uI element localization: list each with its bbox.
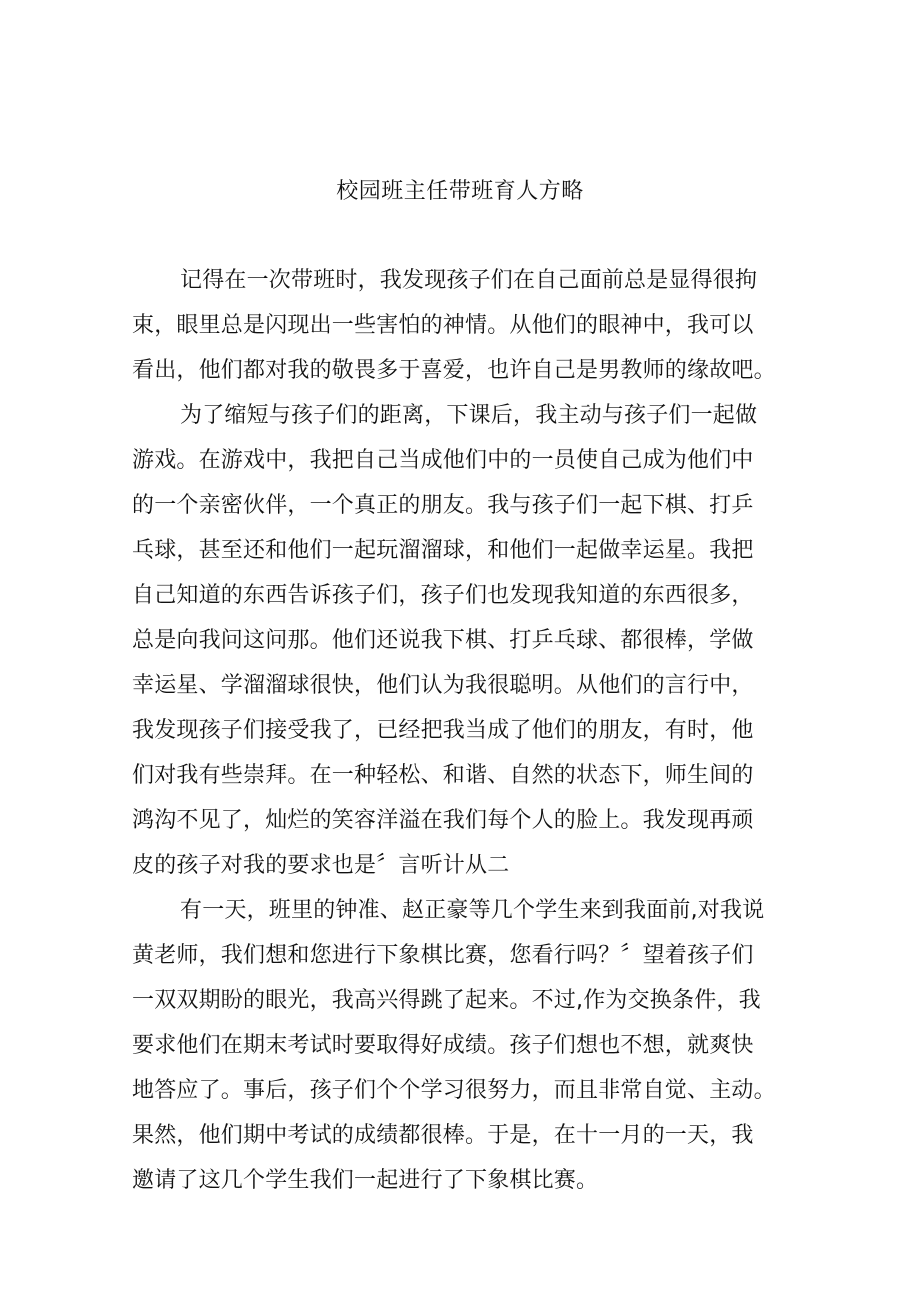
paragraph-3-line-6: 果然，他们期中考试的成绩都很棒。于是，在十一月的一天，我 — [132, 1123, 754, 1148]
paragraph-1-line-3: 看出，他们都对我的敬畏多于喜爱，也许自己是男教师的缘故吧。 — [132, 358, 776, 383]
document-title: 校园班主任带班育人方略 — [336, 179, 584, 204]
paragraph-2-line-7: 幸运星、学溜溜球很快，他们认为我很聪明。从他们的言行中， — [132, 673, 754, 698]
paragraph-3-line-5: 地答应了。事后，孩子们个个学习很努力，而且非常自觉、主动。 — [132, 1078, 776, 1103]
paragraph-2-line-11: 皮的孩子对我的要求也是〞言听计从二 — [132, 853, 510, 878]
paragraph-2-line-4: 乓球，甚至还和他们一起玩溜溜球，和他们一起做幸运星。我把 — [132, 538, 754, 563]
paragraph-3-line-2: 黄老师，我们想和您进行下象棋比赛，您看行吗？〞望着孩子们 — [132, 943, 754, 968]
paragraph-3-line-1: 有一天，班里的钟准、赵正豪等几个学生来到我面前,对我说 — [180, 898, 765, 923]
paragraph-3-line-3: 一双双期盼的眼光，我高兴得跳了起来。不过,作为交换条件，我 — [132, 988, 761, 1013]
paragraph-2-line-3: 的一个亲密伙伴，一个真正的朋友。我与孩子们一起下棋、打乒 — [132, 493, 754, 518]
paragraph-2-line-8: 我发现孩子们接受我了，已经把我当成了他们的朋友，有时，他 — [132, 718, 754, 743]
paragraph-1-line-2: 束，眼里总是闪现出一些害怕的神情。从他们的眼神中，我可以 — [132, 313, 754, 338]
paragraph-3-line-7: 邀请了这几个学生我们一起进行了下象棋比赛。 — [132, 1168, 599, 1193]
paragraph-3-line-4: 要求他们在期末考试时要取得好成绩。孩子们想也不想，就爽快 — [132, 1033, 754, 1058]
paragraph-2-line-2: 游戏。在游戏中，我把自己当成他们中的一员使自己成为他们中 — [132, 448, 754, 473]
paragraph-2-line-10: 鸿沟不见了，灿烂的笑容洋溢在我们每个人的脸上。我发现再顽 — [132, 808, 754, 833]
paragraph-2-line-9: 们对我有些崇拜。在一种轻松、和谐、自然的状态下，师生间的 — [132, 763, 754, 788]
paragraph-2-line-5: 自己知道的东西告诉孩子们，孩子们也发现我知道的东西很多， — [132, 583, 754, 608]
paragraph-2-line-6: 总是向我问这问那。他们还说我下棋、打乒乓球、都很棒，学做 — [132, 628, 754, 653]
paragraph-1-line-1: 记得在一次带班时，我发现孩子们在自己面前总是显得很拘 — [180, 268, 758, 293]
paragraph-2-line-1: 为了缩短与孩子们的距离，下课后，我主动与孩子们一起做 — [180, 403, 758, 428]
